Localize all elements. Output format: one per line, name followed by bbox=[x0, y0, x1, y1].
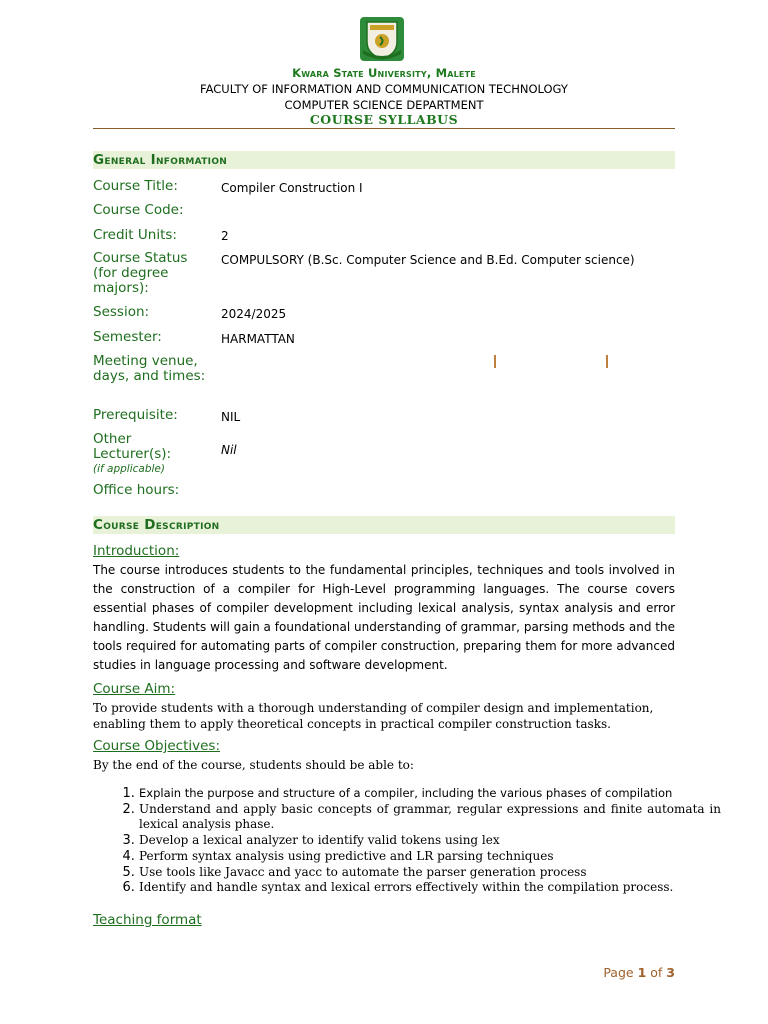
label-credit-units: Credit Units: bbox=[93, 227, 177, 243]
list-item: 2. Understand and apply basic concepts of grammar, regular expressions and finite automata in lexical analysis phase. bbox=[139, 802, 721, 833]
objectives-list bbox=[93, 786, 721, 896]
value-other-lecturers: Nil bbox=[221, 443, 237, 457]
field-separator bbox=[606, 355, 608, 368]
course-aim-heading: Course Aim: bbox=[93, 681, 176, 697]
label-other-lecturers: Other Lecturer(s): bbox=[93, 431, 172, 462]
list-item: 3. Develop a lexical analyzer to identify valid tokens using lex bbox=[139, 833, 721, 849]
university-name: Kwara State University, Malete bbox=[292, 66, 476, 80]
label-session: Session: bbox=[93, 304, 150, 320]
introduction-heading: Introduction: bbox=[93, 543, 180, 559]
page-word: Page bbox=[603, 965, 634, 980]
list-item: 5. Use tools like Javacc and yacc to automate the parser generation process bbox=[139, 865, 721, 881]
value-course-title: Compiler Construction I bbox=[221, 181, 363, 195]
label-office-hours: Office hours: bbox=[93, 482, 180, 498]
list-item: 1. Explain the purpose and structure of a compiler, including the various phases of compilation bbox=[139, 786, 721, 802]
introduction-text: The course introduces students to the fundamental principles, techniques and tools involved in the construction of a compiler for High-Level programming languages. The course covers essential phases of compiler development including lexical analysis, syntax analysis and error handling. Students will gain a foundational understanding of grammar, parsing methods and the tools required for automating parts of compiler construction, preparing them for more advanced studies in language processing and software development. bbox=[93, 563, 675, 672]
course-objectives-intro: By the end of the course, students should be able to: bbox=[93, 758, 414, 772]
label-semester: Semester: bbox=[93, 329, 162, 345]
value-credit-units: 2 bbox=[221, 229, 229, 243]
label-course-status: Course Status (for degree majors): bbox=[93, 250, 188, 296]
teaching-format-heading: Teaching format bbox=[93, 912, 202, 928]
header-divider bbox=[93, 128, 675, 129]
faculty-name: FACULTY OF INFORMATION AND COMMUNICATION TECHNOLOGY bbox=[200, 82, 568, 96]
field-separator bbox=[494, 355, 496, 368]
university-crest-icon bbox=[359, 16, 405, 62]
current-page: 1 bbox=[637, 965, 647, 980]
value-session: 2024/2025 bbox=[221, 307, 287, 321]
label-course-code: Course Code: bbox=[93, 202, 184, 218]
value-semester: HARMATTAN bbox=[221, 332, 295, 346]
course-objectives-heading: Course Objectives: bbox=[93, 738, 221, 754]
page-indicator bbox=[603, 965, 675, 980]
value-prerequisite: NIL bbox=[221, 410, 241, 424]
label-meeting-venue: Meeting venue, days, and times: bbox=[93, 353, 206, 384]
label-prerequisite: Prerequisite: bbox=[93, 407, 178, 423]
label-other-lecturers-note: (if applicable) bbox=[93, 463, 165, 475]
course-aim-text: To provide students with a thorough understanding of compiler design and implementation, enabling them to apply theoretical concepts in practical compiler construction tasks. bbox=[93, 701, 654, 731]
section-general-information: General Information bbox=[93, 151, 675, 169]
list-item: 6. Identify and handle syntax and lexical errors effectively within the compilation process. bbox=[139, 880, 721, 896]
section-course-description: Course Description bbox=[93, 516, 675, 534]
list-item: 4. Perform syntax analysis using predictive and LR parsing techniques bbox=[139, 849, 721, 865]
label-course-title: Course Title: bbox=[93, 178, 178, 194]
value-course-status: COMPULSORY (B.Sc. Computer Science and B.Ed. Computer science) bbox=[221, 253, 635, 267]
total-pages: 3 bbox=[666, 965, 675, 980]
document-title: COURSE SYLLABUS bbox=[309, 112, 459, 127]
of-word: of bbox=[650, 965, 663, 980]
department-name: COMPUTER SCIENCE DEPARTMENT bbox=[284, 98, 484, 112]
